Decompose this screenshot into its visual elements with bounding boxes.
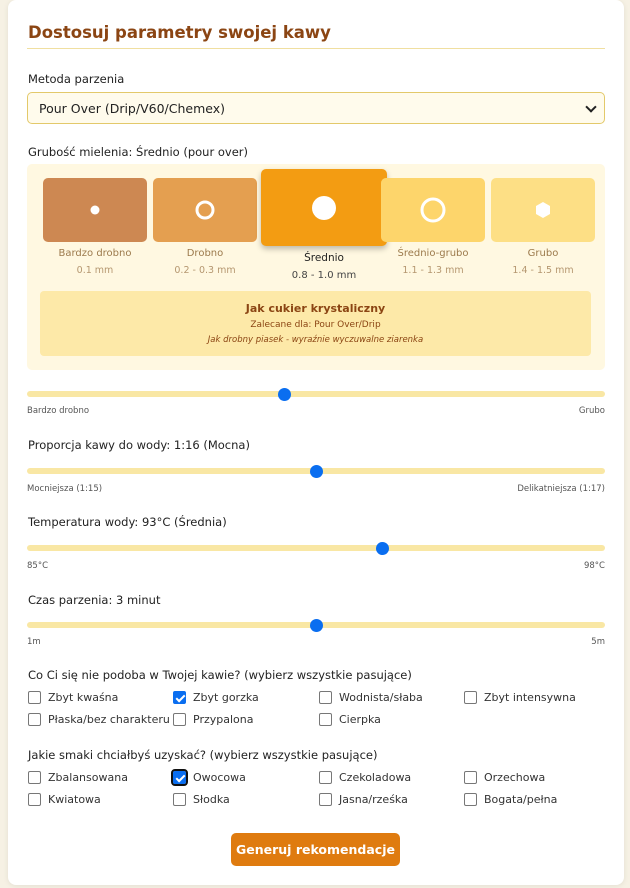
slider-min-label: Mocniejsza (1:15)	[27, 484, 103, 494]
grind-option-range: 1.4 - 1.5 mm	[512, 265, 574, 276]
brew-method-value: Pour Over (Drip/V60/Chemex)	[39, 101, 226, 116]
dislikes-label: Co Ci się nie podoba w Twojej kawie? (wybierz wszystkie pasujące)	[28, 668, 412, 682]
checkbox-box[interactable]	[464, 793, 477, 806]
grind-option-range: 0.2 - 0.3 mm	[174, 265, 236, 276]
grind-option-range: 0.8 - 1.0 mm	[291, 270, 357, 281]
slider-thumb[interactable]	[310, 619, 323, 632]
grind-info-title: Jak cukier krystaliczny	[245, 302, 386, 315]
checkbox-box[interactable]	[28, 793, 41, 806]
page-title: Dostosuj parametry swojej kawy	[28, 23, 331, 42]
checkbox-label: Owocowa	[193, 771, 246, 784]
ratio-slider[interactable]	[27, 468, 605, 476]
generate-recommendations-button[interactable]: Generuj rekomendacje	[231, 833, 400, 866]
grind-particle-icon	[421, 198, 446, 223]
grind-particle-icon	[91, 206, 100, 215]
grind-option-name: Średnio-grubo	[397, 248, 469, 259]
grind-info-description: Jak drobny piasek - wyraźnie wyczuwalne ziarenka	[207, 335, 424, 345]
grind-option-very-fine[interactable]	[43, 178, 147, 276]
ratio-slider-scale	[27, 484, 605, 496]
checkbox-label: Jasna/rześka	[339, 793, 408, 806]
slider-min-label: Bardzo drobno	[27, 406, 90, 416]
checkbox-box[interactable]	[173, 691, 186, 704]
ratio-label: Proporcja kawy do wody: 1:16 (Mocna)	[28, 438, 250, 452]
slider-max-label: Grubo	[578, 406, 605, 416]
grind-option-name: Średnio	[304, 252, 344, 264]
checkbox-label: Cierpka	[339, 713, 381, 726]
checkbox-box[interactable]	[319, 771, 332, 784]
grind-label: Grubość mielenia: Średnio (pour over)	[28, 145, 248, 159]
checkbox-box[interactable]	[28, 771, 41, 784]
time-slider[interactable]	[27, 622, 605, 630]
checkbox-label: Bogata/pełna	[484, 793, 558, 806]
slider-min-label: 85°C	[27, 561, 49, 571]
slider-max-label: Delikatniejsza (1:17)	[517, 484, 605, 494]
checkbox-box[interactable]	[173, 793, 186, 806]
chevron-down-icon	[585, 101, 596, 112]
slider-thumb[interactable]	[376, 542, 389, 555]
temperature-slider[interactable]	[27, 545, 605, 553]
grind-option-name: Drobno	[186, 248, 224, 259]
method-label: Metoda parzenia	[28, 72, 125, 86]
slider-track	[27, 545, 605, 551]
grind-swatch	[153, 178, 257, 242]
checkbox-box[interactable]	[28, 713, 41, 726]
grind-info-recommended: Zalecane dla: Pour Over/Drip	[250, 320, 381, 330]
checkbox-label: Zbyt kwaśna	[48, 691, 119, 704]
grind-option-name: Grubo	[527, 248, 559, 259]
checkbox-label: Kwiatowa	[48, 793, 101, 806]
slider-max-label: 98°C	[583, 561, 605, 571]
grind-selector	[27, 164, 605, 370]
temperature-label: Temperatura wody: 93°C (Średnia)	[28, 515, 227, 529]
slider-track	[27, 391, 605, 397]
slider-min-label: 1m	[27, 637, 41, 647]
grind-option-coarse[interactable]	[491, 178, 595, 276]
grind-slider[interactable]	[27, 391, 605, 399]
checkbox-label: Przypalona	[193, 713, 254, 726]
checkbox-label: Orzechowa	[484, 771, 546, 784]
grind-slider-scale	[27, 406, 605, 418]
slider-thumb[interactable]	[278, 388, 291, 401]
grind-swatch-selected	[261, 169, 387, 246]
checkbox-label: Zbalansowana	[48, 771, 128, 784]
checkbox-box[interactable]	[319, 713, 332, 726]
time-slider-scale	[27, 637, 605, 649]
grind-particle-icon	[312, 196, 336, 220]
time-label: Czas parzenia: 3 minut	[28, 593, 161, 607]
brew-method-select[interactable]	[27, 92, 605, 124]
grind-option-range: 0.1 mm	[76, 265, 114, 276]
grind-swatch	[491, 178, 595, 242]
checkbox-label: Czekoladowa	[339, 771, 412, 784]
checkbox-label: Wodnista/słaba	[339, 691, 423, 704]
grind-option-medium[interactable]	[261, 169, 387, 281]
checkbox-box[interactable]	[319, 691, 332, 704]
checkbox-box[interactable]	[464, 691, 477, 704]
checkbox-label: Płaska/bez charakteru	[48, 713, 170, 726]
grind-swatch	[381, 178, 485, 242]
checkbox-box[interactable]	[173, 713, 186, 726]
checkbox-box[interactable]	[319, 793, 332, 806]
slider-max-label: 5m	[591, 637, 605, 647]
grind-info-box	[40, 291, 591, 356]
checkbox-label: Zbyt gorzka	[193, 691, 259, 704]
grind-swatch	[43, 178, 147, 242]
grind-option-medium-coarse[interactable]	[381, 178, 485, 276]
checkbox-box[interactable]	[28, 691, 41, 704]
checkbox-box[interactable]	[464, 771, 477, 784]
grind-option-range: 1.1 - 1.3 mm	[402, 265, 464, 276]
checkbox-label: Zbyt intensywna	[484, 691, 576, 704]
checkbox-box[interactable]	[173, 771, 186, 784]
slider-thumb[interactable]	[310, 465, 323, 478]
flavors-label: Jakie smaki chciałbyś uzyskać? (wybierz wszystkie pasujące)	[28, 748, 378, 762]
coffee-parameters-card	[8, 0, 624, 885]
title-divider	[27, 48, 605, 49]
grind-option-fine[interactable]	[153, 178, 257, 276]
temperature-slider-scale	[27, 561, 605, 573]
checkbox-label: Słodka	[193, 793, 230, 806]
hexagon-particle-icon	[535, 201, 551, 219]
grind-option-name: Bardzo drobno	[58, 248, 132, 259]
grind-particle-icon	[196, 201, 215, 220]
